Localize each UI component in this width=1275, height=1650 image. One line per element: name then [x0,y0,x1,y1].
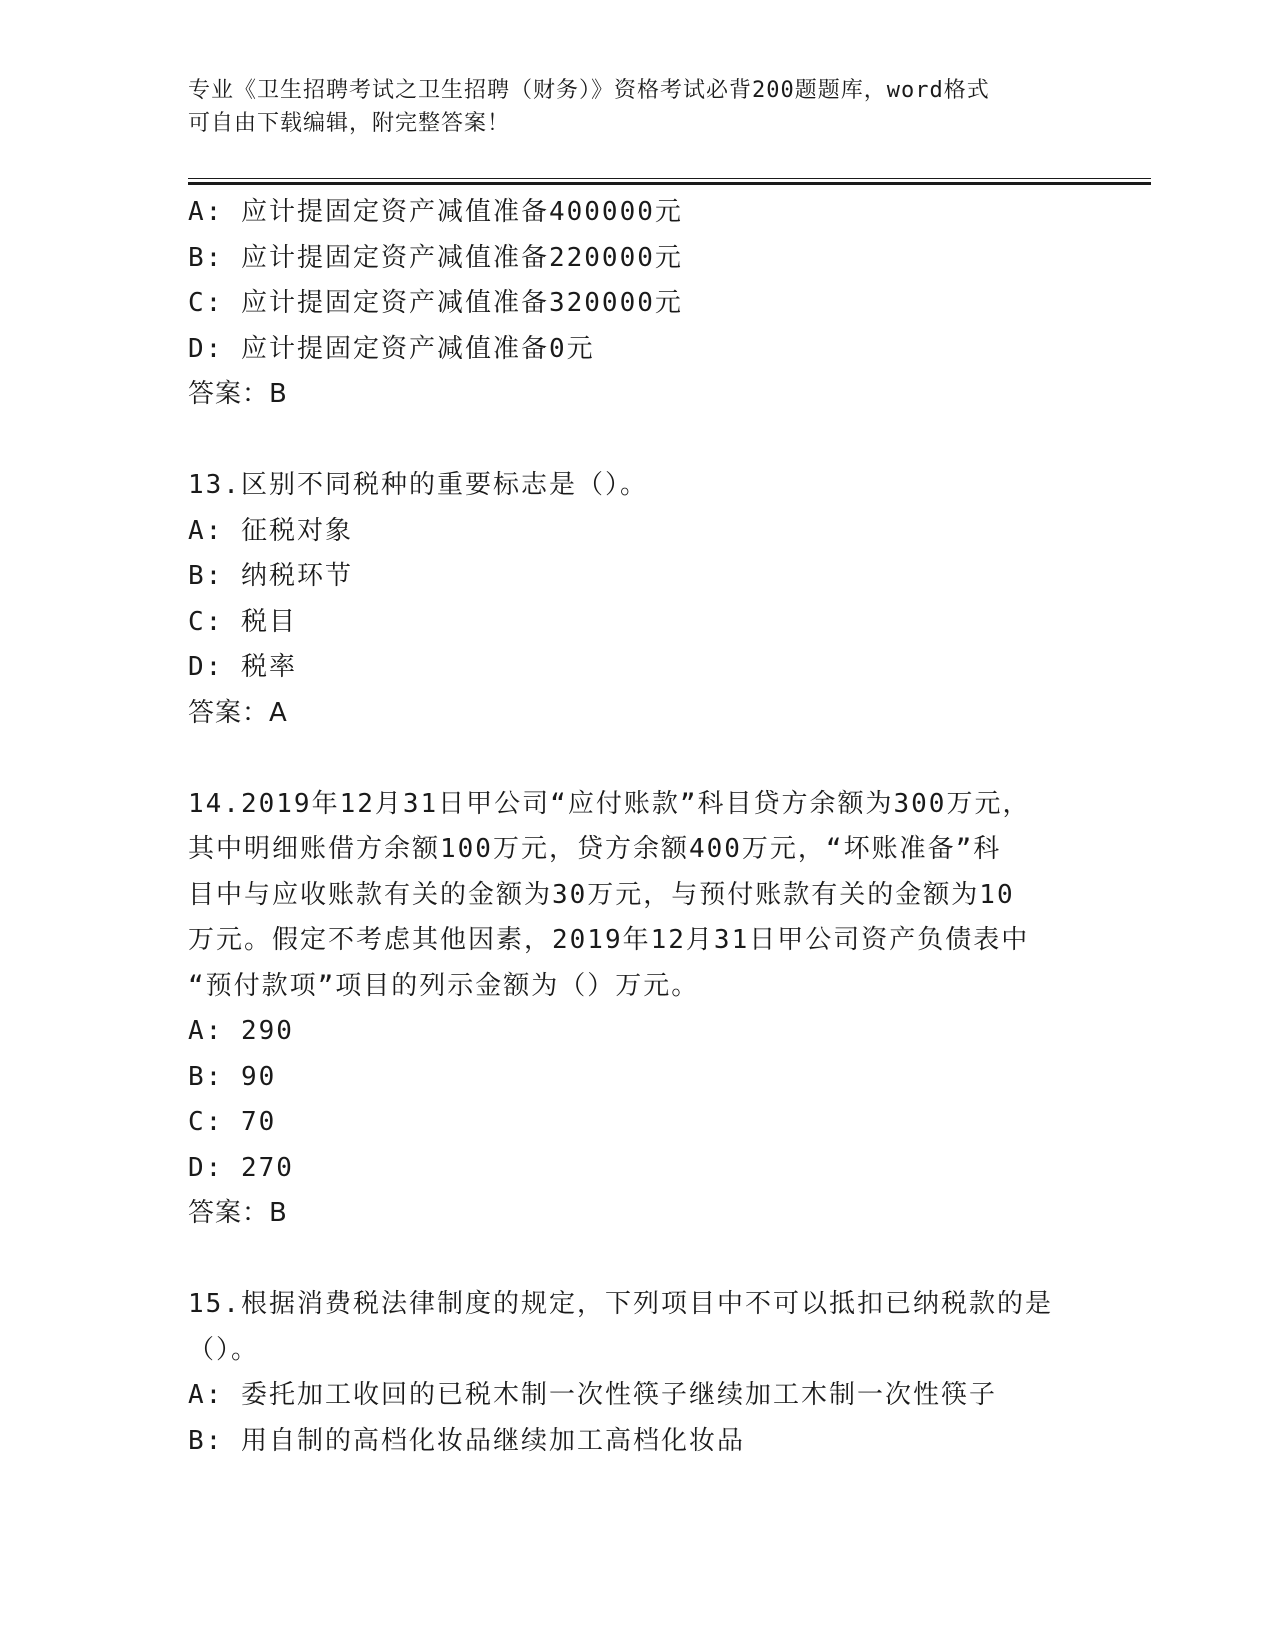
question-text-line-1: 14.2019年12月31日甲公司“应付账款”科目贷方余额为300万元， [188,788,1031,819]
answer-label: 答案：B [188,1198,288,1228]
option-d: D: 应计提固定资产减值准备0元 [188,333,595,364]
question-13 [188,463,1088,736]
spacer [188,736,1088,782]
answer-label: 答案：A [188,697,288,728]
option-c: C: 应计提固定资产减值准备320000元 [188,288,683,318]
header-line-1: 专业《卫生招聘考试之卫生招聘（财务）》资格考试必背200题题库，word格式 [188,78,990,103]
question-12 [188,190,1088,418]
option-a: A: 委托加工收回的已税木制一次性筷子继续加工木制一次性筷子 [188,1380,997,1410]
question-text: 13.区别不同税种的重要标志是（）。 [188,470,648,500]
option-b: B: 90 [188,1061,277,1092]
option-a: A: 征税对象 [188,515,353,546]
option-d: D: 税率 [188,652,297,682]
document-header [188,74,1068,140]
header-line-2: 可自由下载编辑，附完整答案！ [188,111,511,136]
question-text-line-3: 目中与应收账款有关的金额为30万元，与预付账款有关的金额为10 [188,879,1015,910]
option-b: B: 纳税环节 [188,561,353,591]
question-14 [188,782,1088,1237]
option-c: C: 税目 [188,606,297,637]
question-list [188,190,1088,1464]
option-b: B: 用自制的高档化妆品继续加工高档化妆品 [188,1425,745,1456]
option-c: C: 70 [188,1107,277,1137]
question-text-line-5: “预付款项”项目的列示金额为（）万元。 [188,970,700,1001]
question-text-line-1: 15.根据消费税法律制度的规定，下列项目中不可以抵扣已纳税款的是 [188,1289,1053,1319]
header-divider-thin [188,178,1151,179]
question-text-line-2: 其中明细账借方余额100万元，贷方余额400万元，“坏账准备”科 [188,834,1002,864]
answer-label: 答案：B [188,379,288,409]
question-text-line-4: 万元。假定不考虑其他因素，2019年12月31日甲公司资产负债表中 [188,925,1030,955]
spacer [188,1237,1088,1283]
question-15 [188,1282,1088,1464]
option-a: A: 290 [188,1016,294,1046]
option-a: A: 应计提固定资产减值准备400000元 [188,197,683,227]
question-text-line-2: （）。 [188,1334,260,1365]
option-d: D: 270 [188,1152,294,1183]
header-divider-thick [188,182,1151,185]
spacer [188,418,1088,464]
option-b: B: 应计提固定资产减值准备220000元 [188,242,683,273]
